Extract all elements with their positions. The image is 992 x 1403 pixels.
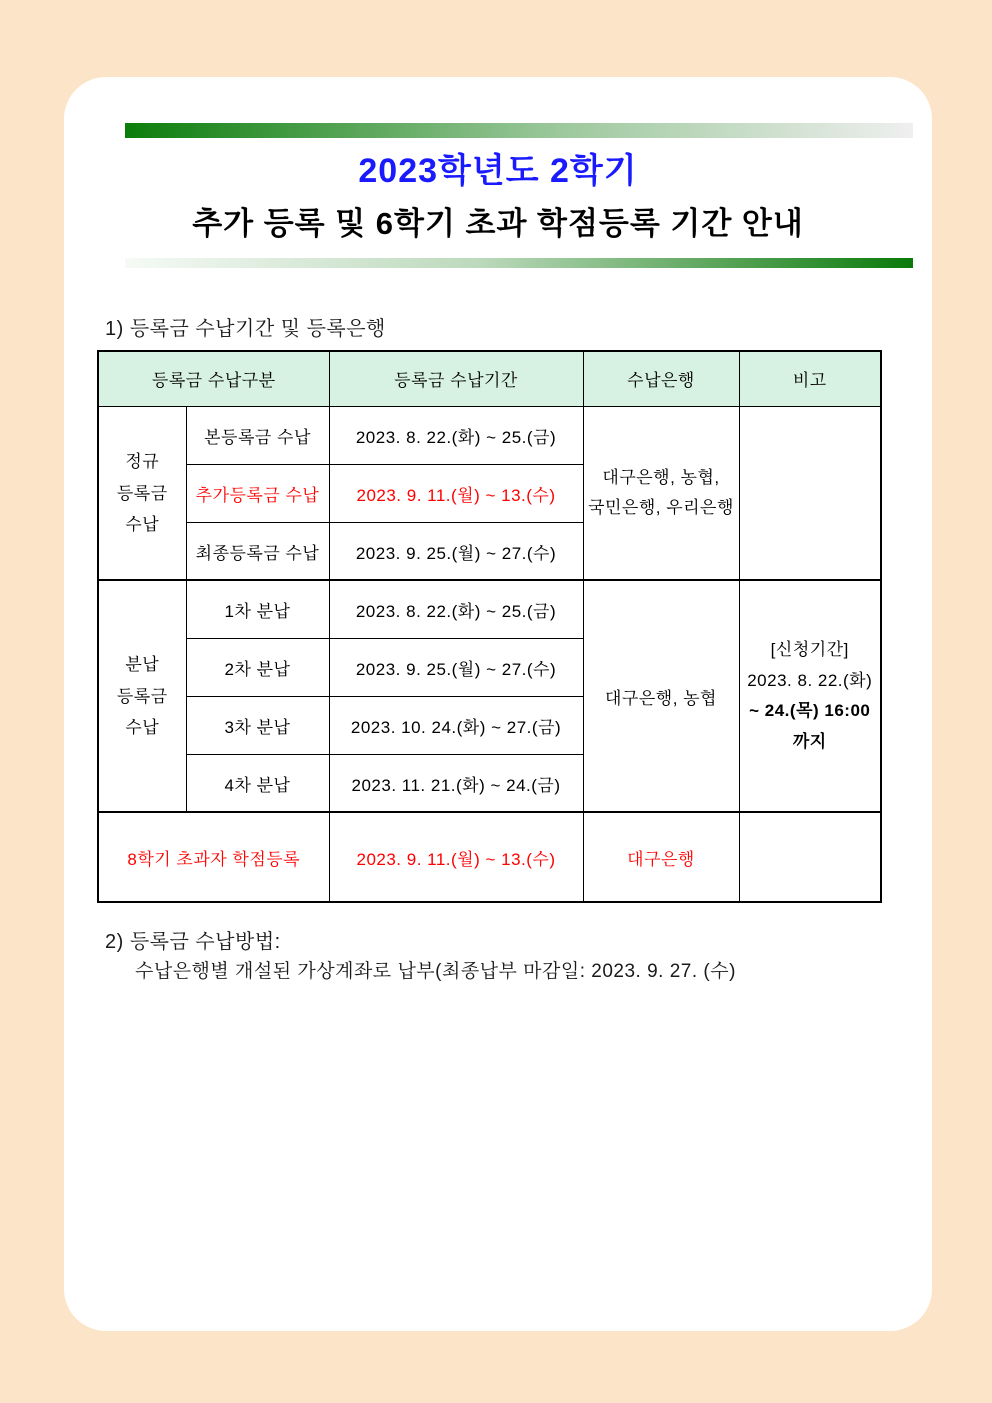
group1-note	[739, 406, 881, 580]
document-card	[64, 77, 932, 1331]
group1-label-line: 수납	[125, 514, 160, 534]
group1-label-line: 등록금	[116, 483, 168, 503]
row-period: 2023. 10. 24.(화) ~ 27.(금)	[329, 696, 583, 754]
note-line: [신청기간]	[770, 640, 849, 660]
row-period: 2023. 9. 11.(월) ~ 13.(수)	[329, 464, 583, 522]
group1-bank-line: 대구은행, 농협,	[602, 467, 720, 487]
group1-bank-line: 국민은행, 우리은행	[588, 498, 734, 518]
note-line: 2023. 8. 22.(화)	[747, 670, 873, 690]
group1-bank	[583, 406, 739, 580]
group2-label-line: 등록금	[116, 686, 168, 706]
bottom-gradient-bar	[125, 258, 913, 268]
row-period: 2023. 8. 22.(화) ~ 25.(금)	[329, 406, 583, 464]
table-row	[98, 580, 881, 638]
column-header-category: 등록금 수납구분	[98, 351, 329, 407]
row-category: 2차 분납	[186, 638, 329, 696]
section2-heading: 2) 등록금 수납방법:	[105, 931, 281, 954]
group2-label-line: 분납	[125, 655, 160, 675]
row-category: 본등록금 수납	[186, 406, 329, 464]
row-category: 4차 분납	[186, 754, 329, 812]
group2-label-line: 수납	[125, 718, 160, 738]
group1-label-line: 정규	[125, 452, 160, 472]
row-period: 2023. 9. 25.(월) ~ 27.(수)	[329, 522, 583, 580]
row-category: 3차 분납	[186, 696, 329, 754]
row-note	[739, 812, 881, 902]
row-period: 2023. 11. 21.(화) ~ 24.(금)	[329, 754, 583, 812]
column-header-period: 등록금 수납기간	[329, 351, 583, 407]
top-gradient-bar	[125, 123, 913, 138]
column-header-bank: 수납은행	[583, 351, 739, 407]
group2-bank: 대구은행, 농협	[583, 580, 739, 812]
row-bank: 대구은행	[583, 812, 739, 902]
row-period: 2023. 9. 25.(월) ~ 27.(수)	[329, 638, 583, 696]
row-category: 1차 분납	[186, 580, 329, 638]
table-row-credit-registration	[98, 812, 881, 902]
group2-label	[98, 580, 186, 812]
note-line: ~ 24.(목) 16:00	[749, 701, 871, 721]
document-subtitle: 추가 등록 및 6학기 초과 학점등록 기간 안내	[192, 205, 804, 241]
group1-label	[98, 406, 186, 580]
row-category: 8학기 초과자 학점등록	[98, 812, 329, 902]
table-header-row	[98, 351, 881, 407]
tuition-payment-table	[97, 350, 882, 904]
group2-note	[739, 580, 881, 812]
section2-body: 수납은행별 개설된 가상계좌로 납부(최종납부 마감일: 2023. 9. 27. (수)	[135, 961, 736, 983]
row-period: 2023. 9. 11.(월) ~ 13.(수)	[329, 812, 583, 902]
section1-heading: 1) 등록금 수납기간 및 등록은행	[105, 317, 386, 340]
table-row	[98, 406, 881, 464]
document-title: 2023학년도 2학기	[358, 152, 638, 190]
note-line: 까지	[792, 732, 827, 752]
column-header-note: 비고	[739, 351, 881, 407]
row-category: 추가등록금 수납	[186, 464, 329, 522]
row-period: 2023. 8. 22.(화) ~ 25.(금)	[329, 580, 583, 638]
row-category: 최종등록금 수납	[186, 522, 329, 580]
